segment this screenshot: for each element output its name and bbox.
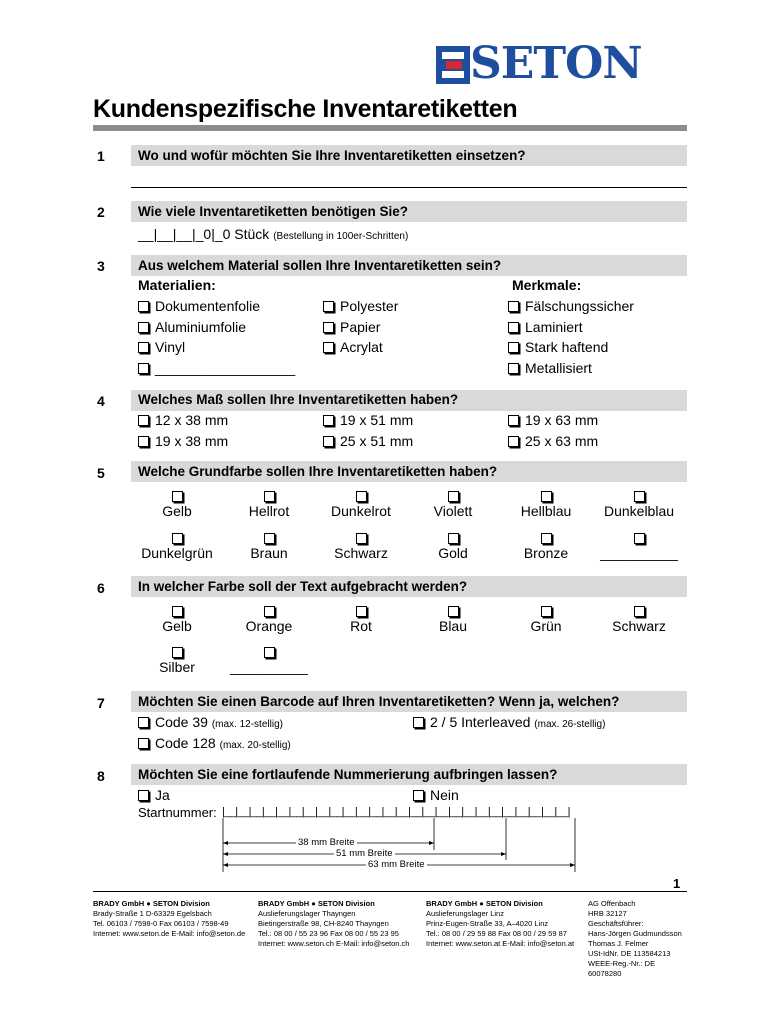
q3-option-papier[interactable]: Papier	[323, 319, 380, 335]
q8-option-ja[interactable]: Ja	[138, 787, 170, 803]
brand-name: SETON	[470, 38, 642, 89]
q6-label-orange: Orange	[245, 618, 293, 634]
q6-number: 6	[97, 580, 105, 596]
dim-63mm: 63 mm Breite	[368, 859, 425, 870]
q7-number: 7	[97, 695, 105, 711]
q2-answer[interactable]	[138, 226, 408, 242]
checkbox[interactable]	[172, 606, 183, 617]
checkbox[interactable]	[413, 717, 424, 728]
checkbox[interactable]	[138, 717, 149, 728]
q8-start-label: Startnummer:	[138, 805, 217, 820]
q8-option-nein[interactable]: Nein	[413, 787, 459, 803]
checkbox[interactable]	[413, 790, 424, 801]
q2-note: (Bestellung in 100er-Schritten)	[273, 231, 409, 242]
q8-number: 8	[97, 768, 105, 784]
q6-label-blau: Blau	[438, 618, 468, 634]
q3-feature-laminiert[interactable]: Laminiert	[508, 319, 583, 335]
q4-size-25x63[interactable]: 25 x 63 mm	[508, 433, 598, 449]
q5-label-schwarz: Schwarz	[334, 545, 388, 561]
checkbox[interactable]	[323, 342, 334, 353]
title-rule	[93, 125, 687, 131]
checkbox[interactable]	[138, 738, 149, 749]
q5-label-braun: Braun	[250, 545, 288, 561]
q1-question: Wo und wofür möchten Sie Ihre Inventaretiketten einsetzen?	[138, 148, 526, 163]
checkbox[interactable]	[634, 533, 645, 544]
q6-label-rot: Rot	[350, 618, 372, 634]
checkbox[interactable]	[264, 491, 275, 502]
q3-features-label: Merkmale:	[512, 277, 582, 293]
q3-option-aluminiumfolie[interactable]: Aluminiumfolie	[138, 319, 246, 335]
checkbox[interactable]	[508, 363, 519, 374]
q1-number: 1	[97, 148, 105, 164]
checkbox[interactable]	[356, 491, 367, 502]
checkbox[interactable]	[264, 533, 275, 544]
checkbox[interactable]	[172, 491, 183, 502]
footer-col-legal: AG Offenbach HRB 32127 Geschäftsführer: Hans-Jörgen Gudmundsson Thomas J. Felmer USt-IdNr. DE 113584213 WEEE-Reg.-Nr.: DE 60078280	[588, 899, 682, 978]
checkbox[interactable]	[264, 647, 275, 658]
checkbox[interactable]	[138, 790, 149, 801]
q5-label-hellblau: Hellblau	[520, 503, 572, 519]
q4-question: Welches Maß sollen Ihre Inventaretiketten haben?	[138, 392, 459, 407]
checkbox[interactable]	[508, 436, 519, 447]
checkbox[interactable]	[541, 606, 552, 617]
checkbox[interactable]	[323, 415, 334, 426]
checkbox[interactable]	[172, 533, 183, 544]
q2-quantity-field[interactable]: __|__|__|_0|_0 Stück	[138, 226, 270, 242]
q3-question: Aus welchem Material sollen Ihre Inventaretiketten sein?	[138, 258, 502, 273]
checkbox[interactable]	[508, 322, 519, 333]
q7-question: Möchten Sie einen Barcode auf Ihren Inventaretiketten? Wenn ja, welchen?	[138, 694, 620, 709]
footer-col-germany: BRADY GmbH ● SETON Division Brady-Straße 1 D-63329 Egelsbach Tel. 06103 / 7598-0 Fax 06103 / 7598-49 Internet: www.seton.de E-Mail: info@seton.de	[93, 899, 246, 938]
q3-feature-metallisiert[interactable]: Metallisiert	[508, 360, 592, 376]
q5-label-hellrot: Hellrot	[248, 503, 290, 519]
q3-feature-faelschungssicher[interactable]: Fälschungssicher	[508, 298, 634, 314]
checkbox[interactable]	[508, 301, 519, 312]
q3-option-other[interactable]: __________________	[138, 360, 295, 376]
q8-start-number-field[interactable]: |__|__|__|__|__|__|__|__|__|__|__|__|__|__|__|__|__|__|__|__|__|__|__|__|__|__|	[222, 806, 570, 818]
q1-answer-line[interactable]	[131, 187, 687, 188]
checkbox[interactable]	[138, 415, 149, 426]
q5-label-gold: Gold	[438, 545, 468, 561]
q3-option-vinyl[interactable]: Vinyl	[138, 339, 185, 355]
q3-materials-label: Materialien:	[138, 277, 216, 293]
q5-label-violett: Violett	[433, 503, 473, 519]
checkbox[interactable]	[448, 533, 459, 544]
checkbox[interactable]	[138, 436, 149, 447]
q4-size-12x38[interactable]: 12 x 38 mm	[138, 412, 228, 428]
q3-option-dokumentenfolie[interactable]: Dokumentenfolie	[138, 298, 260, 314]
checkbox[interactable]	[138, 301, 149, 312]
q5-label-dunkelgruen: Dunkelgrün	[141, 545, 213, 561]
checkbox[interactable]	[541, 533, 552, 544]
q7-option-interleaved[interactable]: 2 / 5 Interleaved (max. 26-stellig)	[413, 714, 605, 730]
q4-size-19x63[interactable]: 19 x 63 mm	[508, 412, 598, 428]
q5-label-gelb: Gelb	[162, 503, 192, 519]
checkbox[interactable]	[356, 606, 367, 617]
q6-label-silber: Silber	[159, 659, 195, 675]
q7-option-code39[interactable]: Code 39 (max. 12-stellig)	[138, 714, 283, 730]
q6-label-gelb: Gelb	[162, 618, 192, 634]
q4-size-19x38[interactable]: 19 x 38 mm	[138, 433, 228, 449]
footer-rule	[93, 891, 687, 892]
checkbox[interactable]	[508, 415, 519, 426]
q3-feature-stark-haftend[interactable]: Stark haftend	[508, 339, 608, 355]
q6-label-schwarz: Schwarz	[612, 618, 666, 634]
q8-question: Möchten Sie eine fortlaufende Nummerierung aufbringen lassen?	[138, 767, 558, 782]
q5-question: Welche Grundfarbe sollen Ihre Inventaretiketten haben?	[138, 464, 498, 479]
checkbox[interactable]	[448, 606, 459, 617]
checkbox[interactable]	[508, 342, 519, 353]
q6-label-other[interactable]: __________	[230, 659, 308, 675]
q3-number: 3	[97, 258, 105, 274]
checkbox[interactable]	[323, 301, 334, 312]
checkbox[interactable]	[138, 342, 149, 353]
checkbox[interactable]	[356, 533, 367, 544]
checkbox[interactable]	[138, 322, 149, 333]
checkbox[interactable]	[541, 491, 552, 502]
q4-number: 4	[97, 393, 105, 409]
q2-number: 2	[97, 204, 105, 220]
dim-51mm: 51 mm Breite	[336, 848, 393, 859]
dim-38mm: 38 mm Breite	[298, 837, 355, 848]
page-number: 1	[673, 876, 681, 891]
checkbox[interactable]	[138, 363, 149, 374]
checkbox[interactable]	[634, 491, 645, 502]
checkbox[interactable]	[323, 322, 334, 333]
checkbox[interactable]	[172, 647, 183, 658]
checkbox[interactable]	[448, 491, 459, 502]
q5-label-dunkelblau: Dunkelblau	[603, 503, 675, 519]
q5-label-bronze: Bronze	[523, 545, 569, 561]
q6-question: In welcher Farbe soll der Text aufgebracht werden?	[138, 579, 468, 594]
q5-number: 5	[97, 465, 105, 481]
page-title: Kundenspezifische Inventaretiketten	[93, 95, 518, 123]
q4-size-19x51[interactable]: 19 x 51 mm	[323, 412, 413, 428]
q7-option-code128[interactable]: Code 128 (max. 20-stellig)	[138, 735, 291, 751]
footer-col-switzerland: BRADY GmbH ● SETON Division Auslieferungslager Thayngen Bietingerstraße 98, CH-8240 Thayngen Tel.: 08 00 / 55 23 96 Fax 08 00 / 55 23 95 Internet: www.seton.ch E-Mail: info@seton.ch	[258, 899, 410, 948]
q5-label-other[interactable]: __________	[600, 545, 678, 561]
q3-option-polyester[interactable]: Polyester	[323, 298, 398, 314]
q3-option-acrylat[interactable]: Acrylat	[323, 339, 383, 355]
checkbox[interactable]	[634, 606, 645, 617]
q4-size-25x51[interactable]: 25 x 51 mm	[323, 433, 413, 449]
checkbox[interactable]	[323, 436, 334, 447]
checkbox[interactable]	[264, 606, 275, 617]
q5-label-dunkelrot: Dunkelrot	[331, 503, 391, 519]
q6-label-gruen: Grün	[530, 618, 562, 634]
footer-col-austria: BRADY GmbH ● SETON Division Auslieferungslager Linz Prinz-Eugen-Straße 33, A–4020 Linz Tel.: 08 00 / 29 59 88 Fax 08 00 / 29 59 87 Internet: www.seton.at E-Mail: info@seton.at	[426, 899, 575, 948]
q2-question: Wie viele Inventaretiketten benötigen Sie?	[138, 204, 408, 219]
